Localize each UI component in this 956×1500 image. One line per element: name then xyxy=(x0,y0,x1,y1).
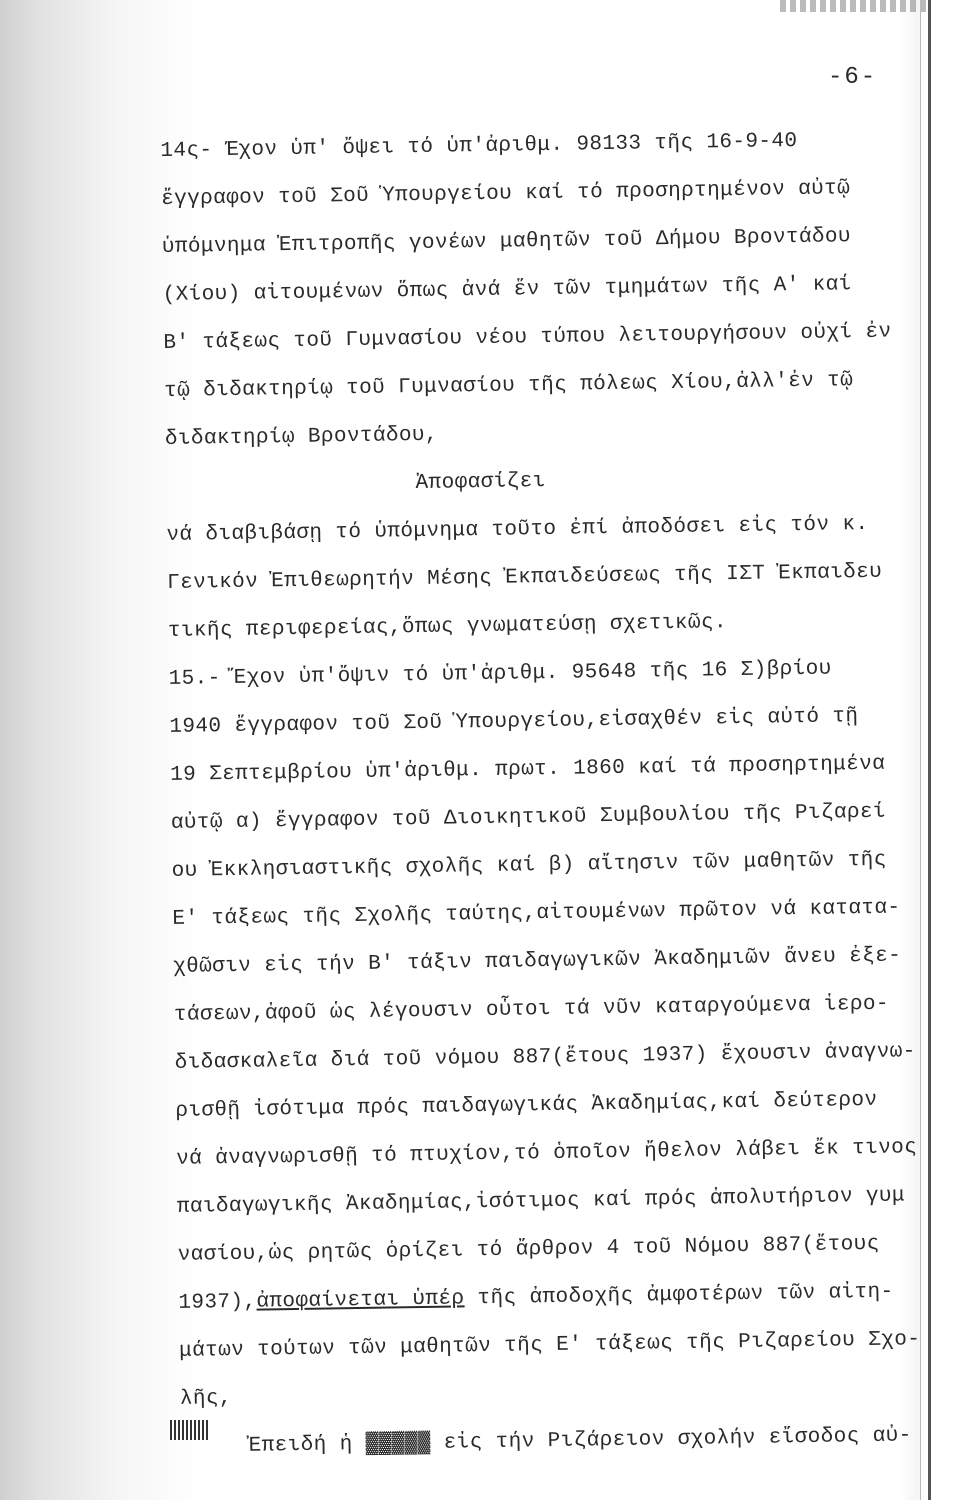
text-line: 15.- Ἔχον ὑπ'ὄψιν τό ὑπ'ἀριθμ. 95648 τῆς 16 Σ)βρίου xyxy=(168,657,832,691)
text-line: Γενικόν Ἐπιθεωρητήν Μέσης Ἐκπαιδεύσεως τῆς ΙΣΤ Ἐκπαιδευ xyxy=(166,560,883,595)
text-line: αὐτῷ α) ἔγγραφον τοῦ Διοικητικοῦ Συμβουλίου τῆς Ριζαρεί xyxy=(170,800,887,835)
text-line: διδασκαλεῖα διά τοῦ νόμου 887(ἔτους 1937) ἔχουσιν ἀναγνω- xyxy=(174,1040,916,1075)
top-edge-marks xyxy=(780,0,930,12)
text-line: παιδαγωγικῆς Ἀκαδημίας,ἰσότιμος καί πρός ἀπολυτήριον γυμ xyxy=(176,1184,906,1219)
text-line: τῷ διδακτηρίῳ τοῦ Γυμνασίου τῆς πόλεως Χίου,ἀλλ'ἐν τῷ xyxy=(163,369,854,403)
text-line: λῆς, xyxy=(179,1387,233,1411)
underlined-decision: ἀποφαίνεται ὑπέρ xyxy=(256,1287,465,1314)
text-line: (Χίου) αἰτουμένων ὅπως ἀνά ἕν τῶν τμημάτων τῆς Α' καί xyxy=(162,273,852,307)
document-body xyxy=(160,116,951,1472)
decision-heading: Ἀποφασίζει xyxy=(415,469,546,496)
text-line: Β' τάξεως τοῦ Γυμνασίου νέου τύπου λειτουργήσουν οὐχί ἐν xyxy=(163,320,892,355)
text-line: μάτων τούτων τῶν μαθητῶν τῆς Ε' τάξεως τῆς Ριζαρείου Σχο- xyxy=(179,1328,921,1363)
text-line: νά ἀναγνωρισθῇ τό πτυχίον,τό ὁποῖον ἤθελον λάβει ἔκ τινος xyxy=(176,1136,918,1171)
redacted-mark xyxy=(170,1420,208,1440)
text-line: ου Ἐκκλησιαστικῆς σχολῆς καί β) αἴτησιν τῶν μαθητῶν τῆς xyxy=(171,848,887,883)
text-line: 1940 ἔγγραφον τοῦ Σοῦ Ὑπουργείου,εἰσαχθέν εἰς αὐτό τῇ xyxy=(169,705,859,739)
text-line: διδακτηρίῳ Βροντάδου, xyxy=(164,423,439,451)
text-line: τικῆς περιφερείας,ὅπως γνωματεύσῃ σχετικῶς. xyxy=(167,611,728,643)
text-line: ἔγγραφον τοῦ Σοῦ Ὑπουργείου καί τό προσηρτημένον αὐτῷ xyxy=(160,177,851,211)
text-line: τάσεων,ἀφοῦ ὡς λέγουσιν οὗτοι τά νῦν καταργούμενα ἱερο- xyxy=(173,992,890,1027)
text-line: Ἐπειδή ἡ ▓▓▓▓▓ εἰς τήν Ριζάρειον σχολήν εἴσοδος αὐ- xyxy=(248,1424,912,1458)
text-line: 14ς- Έχον ὑπ' ὄψει τό ὑπ'ἀριθμ. 98133 τῆς 16-9-40 xyxy=(160,129,798,163)
text-line: 19 Σεπτεμβρίου ὑπ'ἀριθμ. πρωτ. 1860 καί τά προσηρτημένα xyxy=(169,752,886,787)
text-fragment: 1937), xyxy=(178,1290,257,1315)
text-line: ρισθῇ ἰσότιμα πρός παιδαγωγικάς Ἀκαδημίας,καί δεύτερον xyxy=(175,1088,878,1123)
page-number: -6- xyxy=(828,64,878,91)
text-line: Ε' τάξεως τῆς Σχολῆς ταύτης,αἰτουμένων πρῶτον νά κατατα- xyxy=(172,896,901,931)
text-line: χθῶσιν εἰς τήν Β' τάξιν παιδαγωγικῶν Ἀκαδημιῶν ἄνευ ἐξε- xyxy=(173,944,902,979)
text-fragment: τῆς ἀποδοχῆς ἀμφοτέρων τῶν αἰτη- xyxy=(464,1280,894,1311)
text-line: ὑπόμνημα Ἐπιτροπῆς γονέων μαθητῶν τοῦ Δήμου Βροντάδου xyxy=(161,225,852,259)
text-line: νασίου,ὡς ρητῶς ὁρίζει τό ἄρθρον 4 τοῦ Νόμου 887(ἔτους xyxy=(177,1232,880,1267)
text-line: νά διαβιβάσῃ τό ὑπόμνημα τοῦτο ἐπί ἀποδόσει εἰς τόν κ. xyxy=(166,512,869,547)
